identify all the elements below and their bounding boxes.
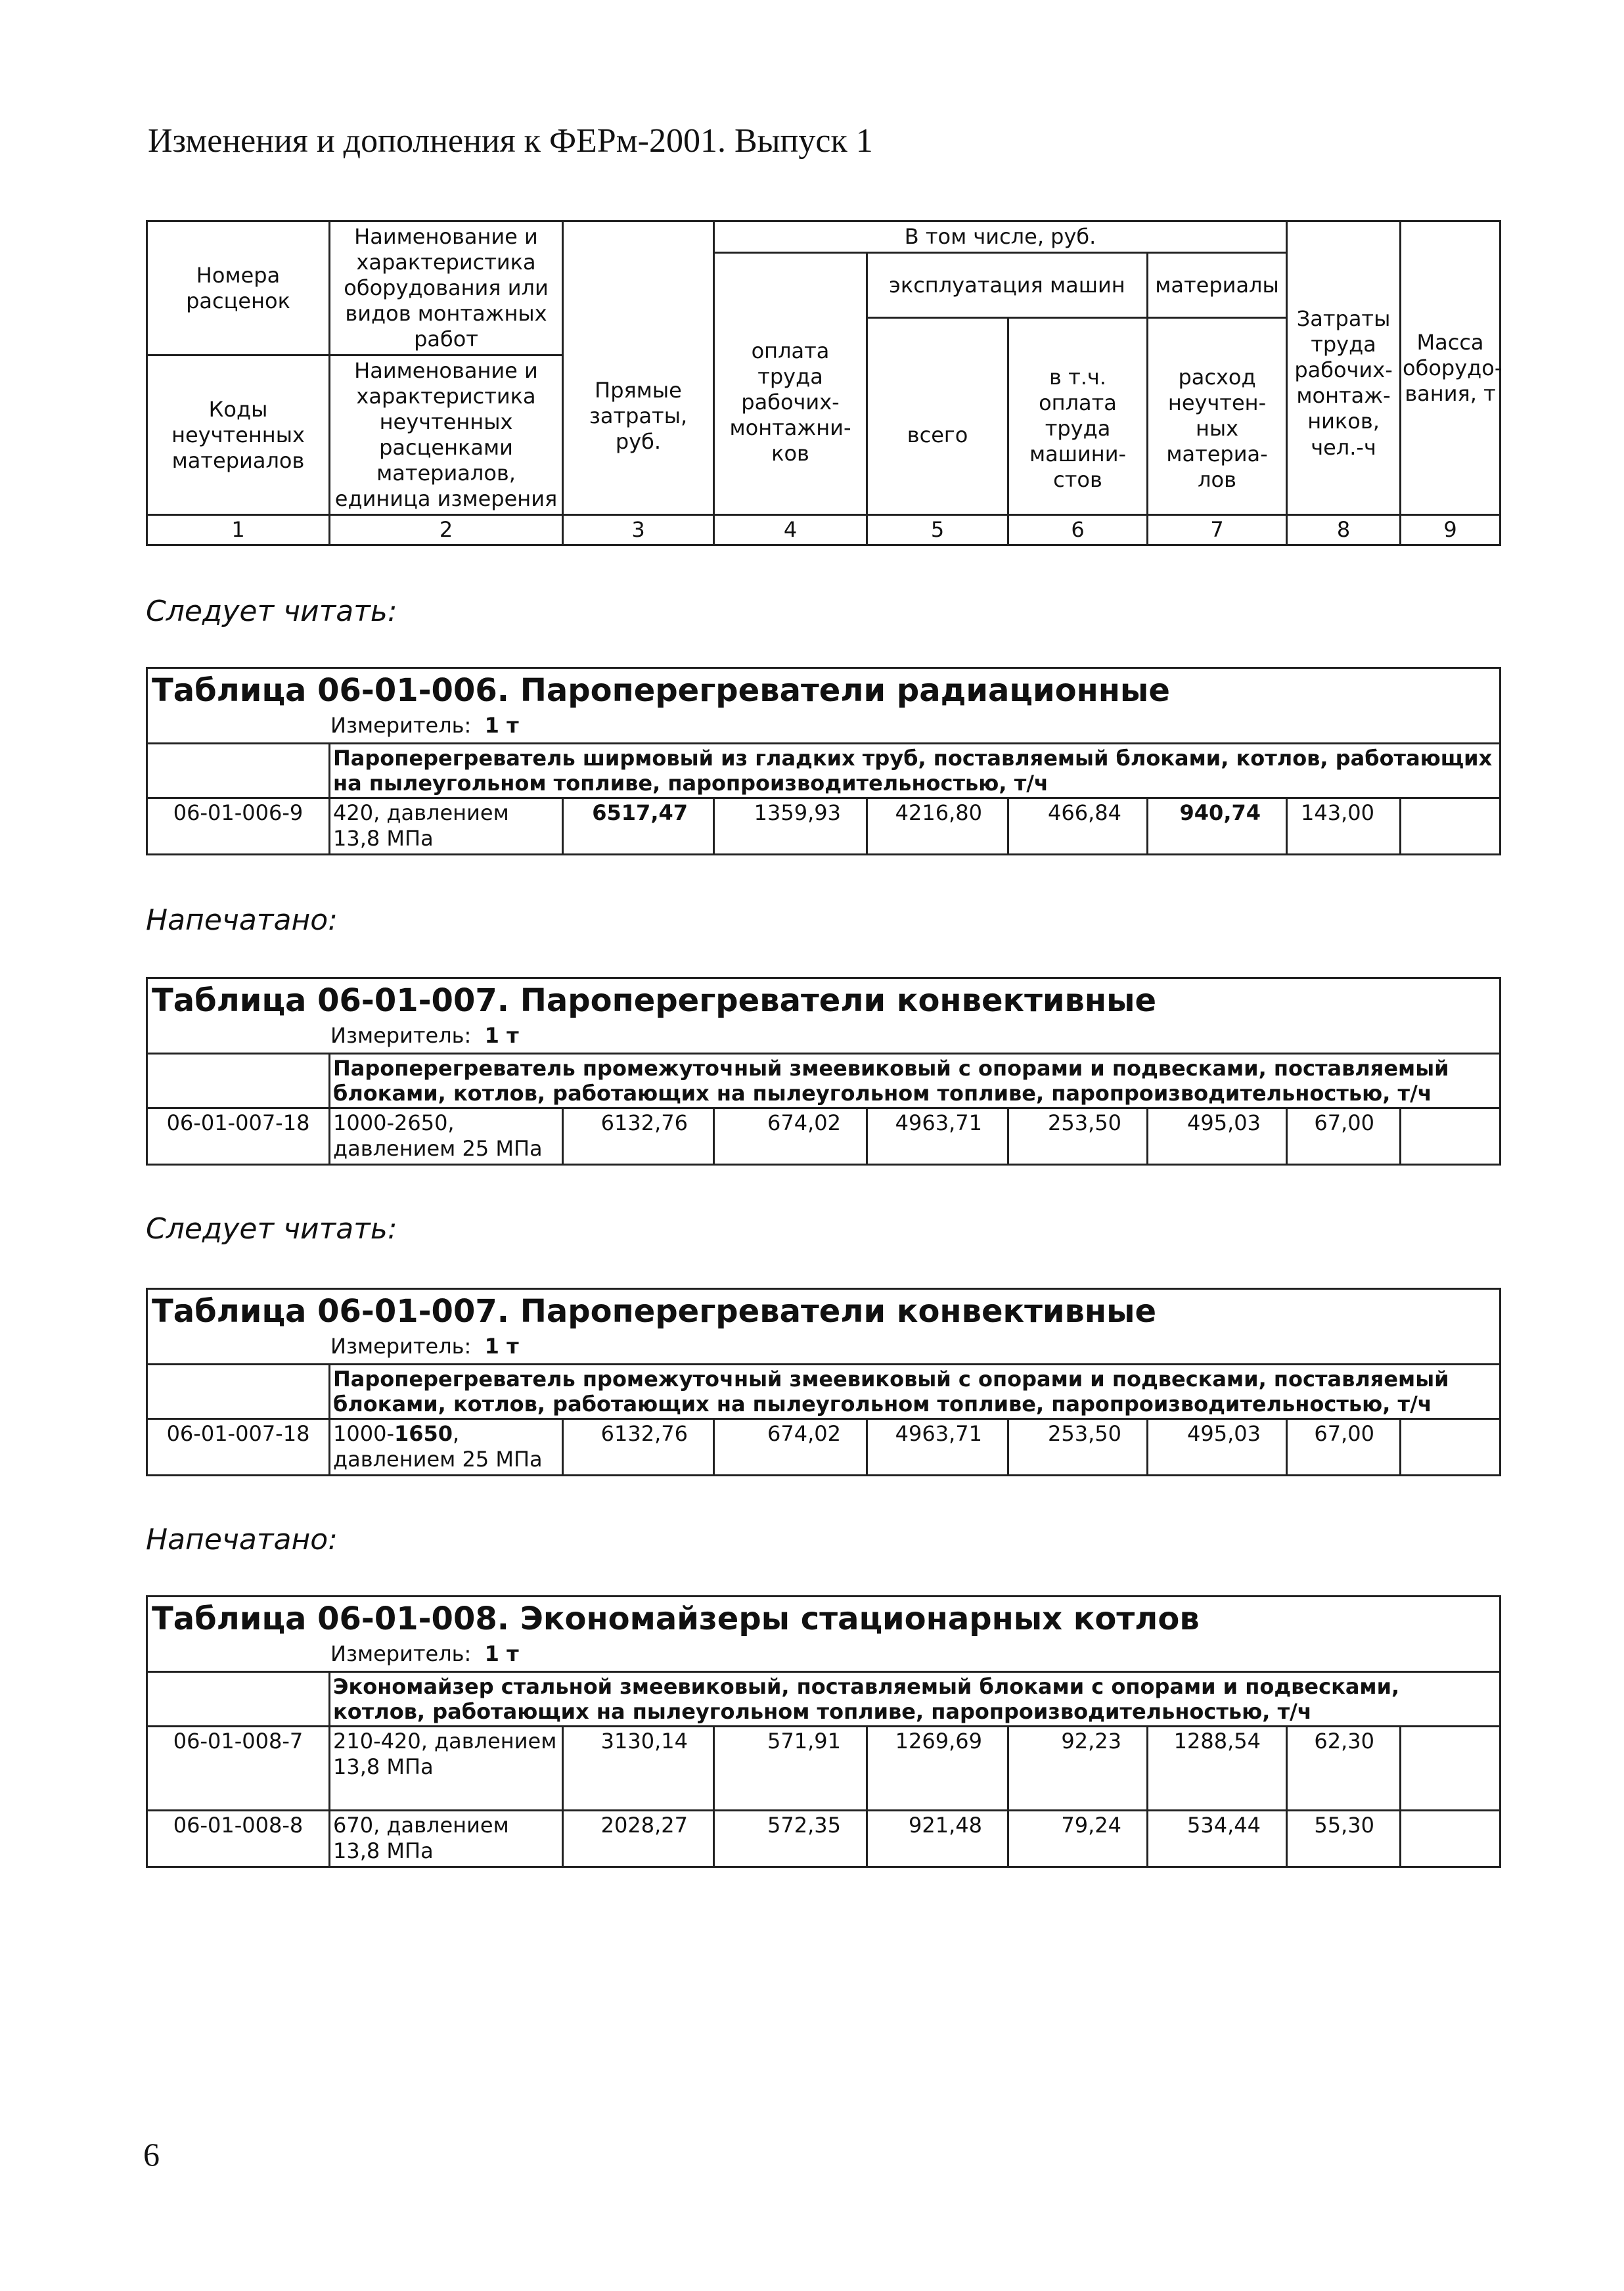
column-header-table [146, 220, 1501, 546]
rate-table-06-01-006 [146, 667, 1501, 855]
rate-name: 1000-2650, давлением 25 МПа [330, 1108, 563, 1165]
table-title: Таблица 06-01-006. Пароперегреватели радиационные [147, 668, 1500, 712]
rate-name: 670, давлением 13,8 МПа [330, 1811, 563, 1867]
col3-header: Прямые затраты, руб. [563, 221, 714, 515]
labor-cost: 572,35 [714, 1811, 867, 1867]
col5-header: всего [867, 318, 1008, 515]
meter-value: 1 т [484, 1641, 519, 1666]
rate-name-corrected-value: 1650 [394, 1421, 453, 1447]
col9-header: Масса оборудо-вания, т [1401, 221, 1500, 515]
col-number: 4 [714, 515, 867, 545]
materials-cost: 534,44 [1148, 1811, 1287, 1867]
direct-cost: 6132,76 [563, 1108, 714, 1165]
materials-cost: 495,03 [1148, 1108, 1287, 1165]
table-title: Таблица 06-01-007. Пароперегреватели конвективные [147, 1289, 1500, 1332]
labor-hours: 55,30 [1287, 1811, 1401, 1867]
materials-cost: 495,03 [1148, 1419, 1287, 1476]
labor-hours: 62,30 [1287, 1727, 1401, 1811]
rate-name-part: 1000- [333, 1421, 394, 1447]
machines-cost: 4963,71 [867, 1108, 1008, 1165]
col2-bottom-header: Наименование и характеристика неучтенных расценками материалов, единица измерения [330, 355, 563, 515]
meter-label: Измеритель: [330, 1641, 472, 1666]
table-description: Экономайзер стальной змеевиковый, поставляемый блоками с опорами и подвесками, котлов, работающих на пылеугольном топливе, паропроизводительностью, т/ч [330, 1671, 1500, 1727]
table-meter [147, 1022, 1500, 1054]
rate-table-06-01-007-corrected [146, 1288, 1501, 1476]
table-title: Таблица 06-01-008. Экономайзеры стационарных котлов [147, 1597, 1500, 1640]
rate-name-part: , давлением 25 МПа [333, 1421, 543, 1472]
rate-name: 420, давлением 13,8 МПа [330, 798, 563, 855]
direct-cost: 6517,47 [563, 798, 714, 855]
table-meter [147, 1332, 1500, 1365]
table-description: Пароперегреватель промежуточный змеевиковый с опорами и подвесками, поставляемый блоками, котлов, работающих на пылеугольном топливе, паропроизводительностью, т/ч [330, 1053, 1500, 1108]
meter-label: Измеритель: [330, 712, 472, 738]
labor-hours: 67,00 [1287, 1108, 1401, 1165]
col6-header: в т.ч. оплата труда машини-стов [1008, 318, 1148, 515]
machines-cost: 1269,69 [867, 1727, 1008, 1811]
col-number: 3 [563, 515, 714, 545]
rate-code: 06-01-008-7 [147, 1727, 330, 1811]
col-number: 9 [1401, 515, 1500, 545]
col1-top-header: Номера расценок [147, 221, 330, 355]
machinists-cost: 466,84 [1008, 798, 1148, 855]
materials-cost: 1288,54 [1148, 1727, 1287, 1811]
col-number: 2 [330, 515, 563, 545]
col-number: 8 [1287, 515, 1401, 545]
meter-label: Измеритель: [330, 1022, 472, 1048]
labor-cost: 571,91 [714, 1727, 867, 1811]
meter-value: 1 т [484, 712, 519, 738]
col8-header: Затраты труда рабочих-монтаж-ников, чел.-ч [1287, 253, 1401, 515]
meter-label: Измеритель: [330, 1333, 472, 1359]
machinists-cost: 253,50 [1008, 1108, 1148, 1165]
rate-table-06-01-008 [146, 1595, 1501, 1868]
including-header: В том числе, руб. [714, 221, 1287, 253]
machines-cost: 921,48 [867, 1811, 1008, 1867]
direct-cost: 3130,14 [563, 1727, 714, 1811]
machinists-cost: 92,23 [1008, 1727, 1148, 1811]
table-title: Таблица 06-01-007. Пароперегреватели конвективные [147, 978, 1500, 1022]
col8-spacer [1287, 221, 1401, 253]
labor-cost: 1359,93 [714, 798, 867, 855]
meter-value: 1 т [484, 1022, 519, 1048]
note-should-read: Следует читать: [146, 595, 397, 628]
col2-top-header: Наименование и характеристика оборудования или видов монтажных работ [330, 221, 563, 355]
equipment-mass [1401, 798, 1500, 855]
meter-value: 1 т [484, 1333, 519, 1359]
rate-code: 06-01-007-18 [147, 1419, 330, 1476]
page-header-title: Изменения и дополнения к ФЕРм-2001. Выпуск 1 [148, 122, 873, 160]
col-number: 5 [867, 515, 1008, 545]
labor-cost: 674,02 [714, 1108, 867, 1165]
col7-header: расход неучтен-ных материа-лов [1148, 318, 1287, 515]
materials-header: материалы [1148, 253, 1287, 318]
table-meter [147, 1640, 1500, 1672]
machines-cost: 4216,80 [867, 798, 1008, 855]
labor-cost: 674,02 [714, 1419, 867, 1476]
equipment-mass [1401, 1811, 1500, 1867]
col4-header: оплата труда рабочих-монтажни-ков [714, 253, 867, 515]
labor-hours: 67,00 [1287, 1419, 1401, 1476]
note-printed: Напечатано: [146, 903, 338, 937]
rate-code: 06-01-006-9 [147, 798, 330, 855]
labor-hours: 143,00 [1287, 798, 1401, 855]
materials-cost: 940,74 [1148, 798, 1287, 855]
col-number: 6 [1008, 515, 1148, 545]
machinists-cost: 79,24 [1008, 1811, 1148, 1867]
note-printed: Напечатано: [146, 1523, 338, 1556]
rate-code: 06-01-008-8 [147, 1811, 330, 1867]
direct-cost: 6132,76 [563, 1419, 714, 1476]
col-number: 1 [147, 515, 330, 545]
direct-cost: 2028,27 [563, 1811, 714, 1867]
col1-bottom-header: Коды неучтенных материалов [147, 355, 330, 515]
equipment-mass [1401, 1419, 1500, 1476]
page-number: 6 [143, 2136, 160, 2173]
equipment-mass [1401, 1108, 1500, 1165]
rate-name: 210-420, давлением 13,8 МПа [330, 1727, 563, 1811]
machinists-cost: 253,50 [1008, 1419, 1148, 1476]
col-number: 7 [1148, 515, 1287, 545]
machines-header: эксплуатация машин [867, 253, 1148, 318]
rate-code: 06-01-007-18 [147, 1108, 330, 1165]
table-description: Пароперегреватель ширмовый из гладких труб, поставляемый блоками, котлов, работающих на пылеугольном топливе, паропроизводительностью, т/ч [330, 743, 1500, 798]
rate-table-06-01-007-printed [146, 977, 1501, 1166]
table-meter [147, 712, 1500, 744]
machines-cost: 4963,71 [867, 1419, 1008, 1476]
equipment-mass [1401, 1727, 1500, 1811]
rate-name [330, 1419, 563, 1476]
table-description: Пароперегреватель промежуточный змеевиковый с опорами и подвесками, поставляемый блоками, котлов, работающих на пылеугольном топливе, паропроизводительностью, т/ч [330, 1364, 1500, 1419]
note-should-read: Следует читать: [146, 1212, 397, 1246]
